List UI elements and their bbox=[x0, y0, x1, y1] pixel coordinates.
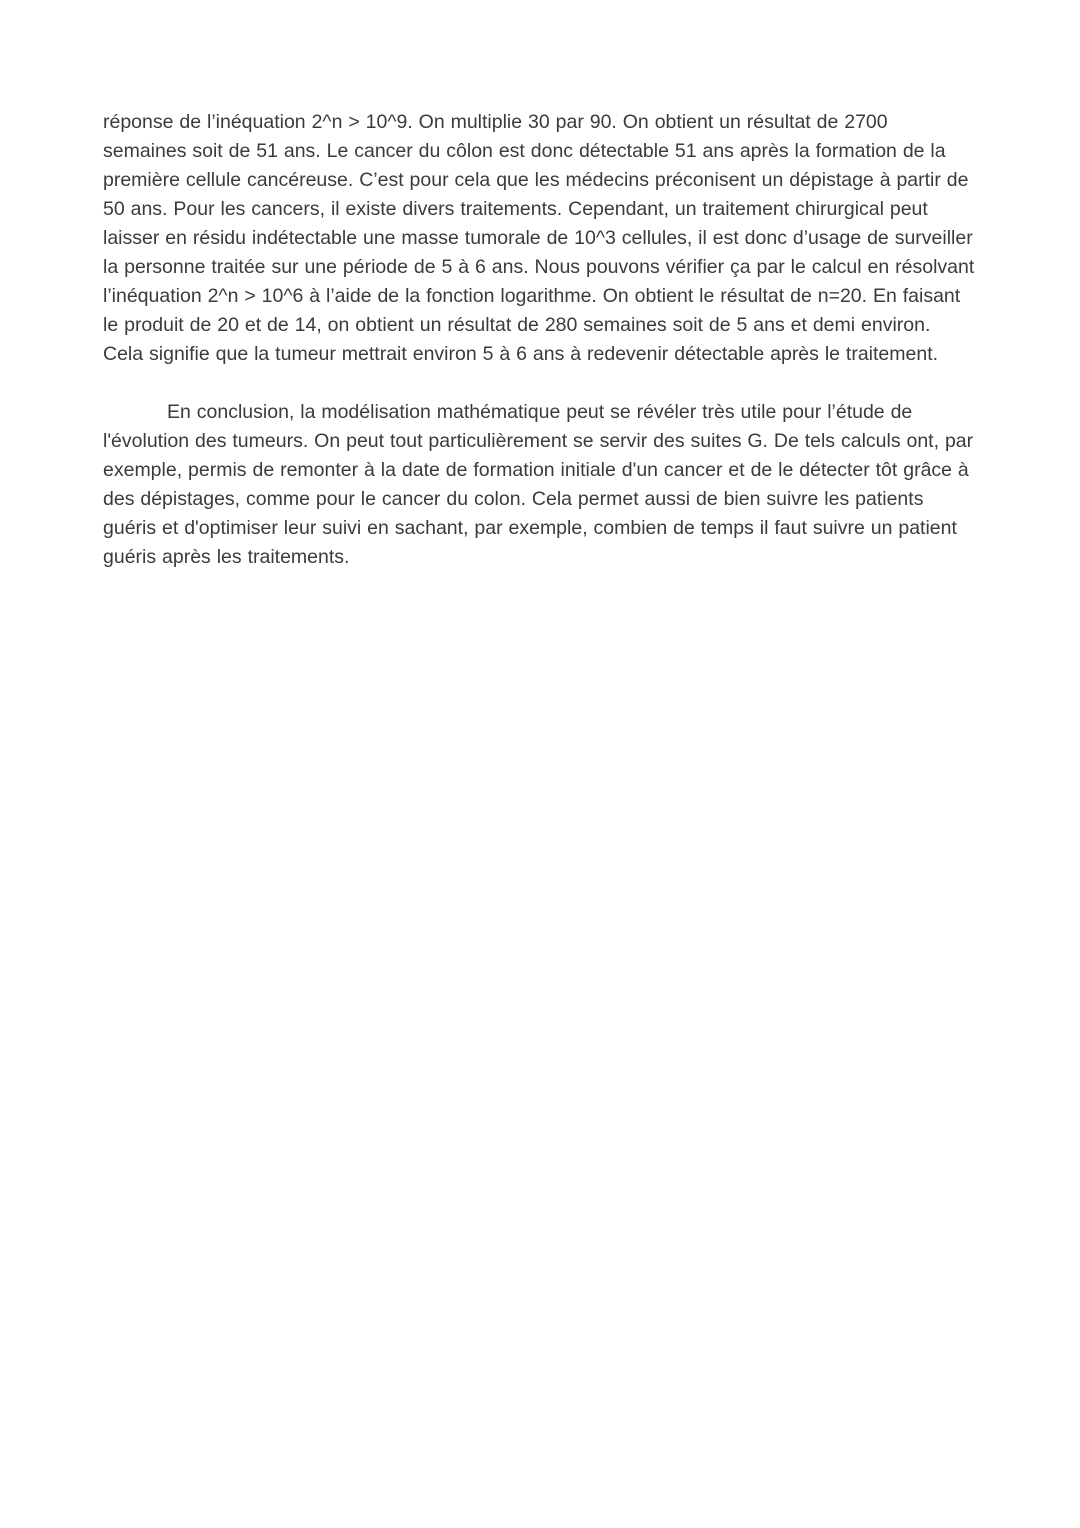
paragraph-body-1: réponse de l’inéquation 2^n > 10^9. On multiplie 30 par 90. On obtient un résultat de 2700 semaines soit de 51 ans. Le cancer du côlon est donc détectable 51 ans après la formation de la première cellule cancéreuse. C’est pour cela que les médecins préconisent un dépistage à partir de 50 ans. Pour les cancers, il existe divers traitements. Cependant, un traitement chirurgical peut laisser en résidu indétectable une masse tumorale de 10^3 cellules, il est donc d’usage de surveiller la personne traitée sur une période de 5 à 6 ans. Nous pouvons vérifier ça par le calcul en résolvant l’inéquation 2^n > 10^6 à l’aide de la fonction logarithme. On obtient le résultat de n=20. En faisant le produit de 20 et de 14, on obtient un résultat de 280 semaines soit de 5 ans et demi environ. Cela signifie que la tumeur mettrait environ 5 à 6 ans à redevenir détectable après le traitement. bbox=[103, 111, 975, 365]
paragraph-conclusion: En conclusion, la modélisation mathématique peut se révéler très utile pour l’étude de l'évolution des tumeurs. On peut tout particulièrement se servir des suites G. De tels calculs ont, par exemple, permis de remonter à la date de formation initiale d'un cancer et de le détecter tôt grâce à des dépistages, comme pour le cancer du colon. Cela permet aussi de bien suivre les patients guéris et d'optimiser leur suivi en sachant, par exemple, combien de temps il faut suivre un patient guéris après les traitements. bbox=[103, 401, 974, 568]
text-block bbox=[103, 108, 975, 572]
